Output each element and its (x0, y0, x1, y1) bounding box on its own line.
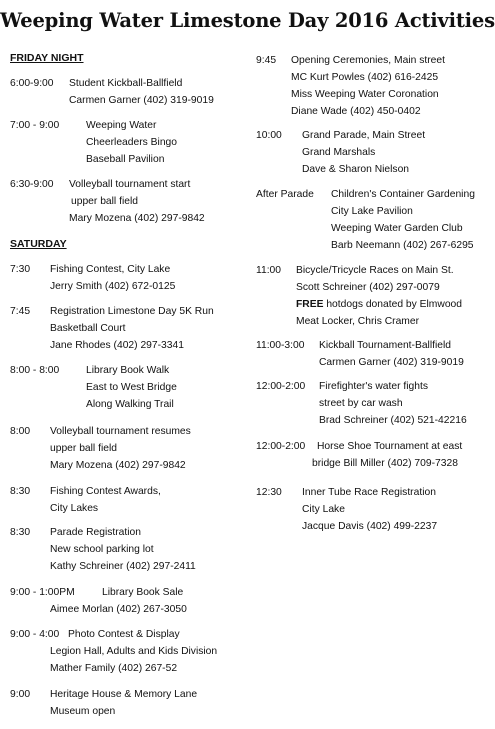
entry-line: Legion Hall, Adults and Kids Division (50, 646, 218, 657)
entry-line: Baseball Pavilion (86, 154, 165, 165)
schedule-entry (10, 584, 187, 618)
schedule-entry (10, 117, 177, 168)
entry-line: Grand Parade, Main Street (302, 130, 426, 141)
entry-line: FREE hotdogs donated by Elmwood (296, 299, 462, 310)
entry-line: Firefighter's water fights (319, 381, 428, 392)
schedule-entry (10, 483, 161, 517)
entry-time: 11:00 (256, 265, 282, 276)
entry-line: Miss Weeping Water Coronation (291, 89, 439, 100)
schedule-entry (256, 337, 464, 371)
entry-line: Carmen Garner (402) 319-9019 (69, 95, 214, 106)
entry-line: Student Kickball-Ballfield (69, 78, 183, 89)
entry-line: Diane Wade (402) 450-0402 (291, 106, 421, 117)
entry-time: After Parade (256, 189, 314, 200)
entry-line: Fishing Contest Awards, (50, 486, 161, 497)
entry-line: Aimee Morlan (402) 267-3050 (50, 604, 187, 615)
entry-line: Parade Registration (50, 527, 142, 538)
entry-time: 11:00-3:00 (256, 340, 305, 351)
entry-line: Meat Locker, Chris Cramer (296, 316, 420, 327)
entry-line: Volleyball tournament start (69, 179, 191, 190)
entry-time: 8:00 - 8:00 (10, 365, 60, 376)
schedule-entry (10, 176, 205, 227)
entry-line: Along Walking Trail (86, 399, 174, 410)
entry-line: Jerry Smith (402) 672-0125 (50, 281, 176, 292)
entry-line: upper ball field (50, 443, 117, 454)
entry-time: 12:00-2:00 (256, 441, 306, 452)
entry-line: Basketball Court (50, 323, 126, 334)
entry-line: Kickball Tournament-Ballfield (319, 340, 452, 351)
entry-line: Registration Limestone Day 5K Run (50, 306, 214, 317)
entry-line: Weeping Water Garden Club (331, 223, 463, 234)
schedule-entry (10, 261, 175, 295)
entry-line: City Lake (302, 504, 345, 515)
entry-line: Volleyball tournament resumes (50, 426, 191, 437)
entry-line: Horse Shoe Tournament at east (317, 441, 463, 452)
entry-time: 9:00 - 1:00PM (10, 587, 75, 598)
entry-line: City Lakes (50, 503, 99, 514)
entry-time: 9:00 - 4:00 (10, 629, 60, 640)
entry-line: Heritage House & Memory Lane (50, 689, 198, 700)
schedule-entry (10, 362, 177, 413)
schedule-entry (256, 438, 462, 472)
entry-time: 9:45 (256, 55, 277, 66)
entry-line: Bicycle/Tricycle Races on Main St. (296, 265, 454, 276)
entry-line: Library Book Walk (86, 365, 170, 376)
schedule-entry (256, 484, 437, 535)
entry-line: Kathy Schreiner (402) 297-2411 (50, 561, 196, 572)
schedule-entry (10, 423, 191, 474)
saturday-heading: SATURDAY (10, 238, 67, 250)
schedule-entry (10, 524, 196, 575)
entry-line: Children's Container Gardening (331, 189, 475, 200)
schedule-entry (10, 626, 217, 677)
entry-time: 6:00-9:00 (10, 78, 54, 89)
entry-time: 8:00 (10, 426, 31, 437)
entry-line: Carmen Garner (402) 319-9019 (319, 357, 464, 368)
entry-time: 7:30 (10, 264, 31, 275)
entry-line: Cheerleaders Bingo (86, 137, 178, 148)
entry-line: Grand Marshals (302, 147, 376, 158)
entry-line: Jacque Davis (402) 499-2237 (302, 521, 438, 532)
entry-line: Barb Neemann (402) 267-6295 (331, 240, 474, 251)
entry-line: Inner Tube Race Registration (302, 487, 436, 498)
schedule-entry (256, 127, 425, 178)
entry-time: 7:45 (10, 306, 31, 317)
entry-line: street by car wash (319, 398, 403, 409)
entry-line: Weeping Water (86, 120, 157, 131)
entry-time: 6:30-9:00 (10, 179, 54, 190)
schedule-entry (256, 52, 445, 120)
entry-line: Photo Contest & Display (68, 629, 180, 640)
entry-time: 7:00 - 9:00 (10, 120, 60, 131)
entry-line: Fishing Contest, City Lake (50, 264, 171, 275)
schedule-entry (256, 186, 475, 254)
entry-line: Museum open (50, 706, 116, 717)
schedule-entry (10, 686, 197, 720)
entry-line: City Lake Pavilion (331, 206, 413, 217)
entry-line-rest: hotdogs donated by Elmwood (323, 299, 462, 310)
entry-line: Jane Rhodes (402) 297-3341 (50, 340, 184, 351)
entry-time: 10:00 (256, 130, 282, 141)
entry-line: Scott Schreiner (402) 297-0079 (296, 282, 440, 293)
entry-time: 9:00 (10, 689, 31, 700)
page-title: Weeping Water Limestone Day 2016 Activities (0, 9, 495, 32)
entry-line: Opening Ceremonies, Main street (291, 55, 445, 66)
entry-line: Mather Family (402) 267-52 (50, 663, 178, 674)
entry-time: 8:30 (10, 486, 31, 497)
entry-line: Brad Schreiner (402) 521-42216 (319, 415, 467, 426)
schedule-entry (256, 378, 467, 429)
schedule-entry (256, 262, 462, 330)
entry-line: Mary Mozena (402) 297-9842 (69, 213, 205, 224)
entry-line: Mary Mozena (402) 297-9842 (50, 460, 186, 471)
entry-time: 12:30 (256, 487, 282, 498)
entry-line: Library Book Sale (102, 587, 184, 598)
entry-line: upper ball field (71, 196, 138, 207)
schedule-entry (10, 303, 214, 354)
entry-line: MC Kurt Powles (402) 616-2425 (291, 72, 439, 83)
entry-line: New school parking lot (50, 544, 154, 555)
entry-time: 12:00-2:00 (256, 381, 306, 392)
friday-heading: FRIDAY NIGHT (10, 52, 84, 64)
entry-line: bridge Bill Miller (402) 709-7328 (312, 458, 458, 469)
entry-line: Dave & Sharon Nielson (302, 164, 410, 175)
schedule-entry (10, 75, 214, 109)
entry-line: East to West Bridge (86, 382, 177, 393)
entry-time: 8:30 (10, 527, 31, 538)
